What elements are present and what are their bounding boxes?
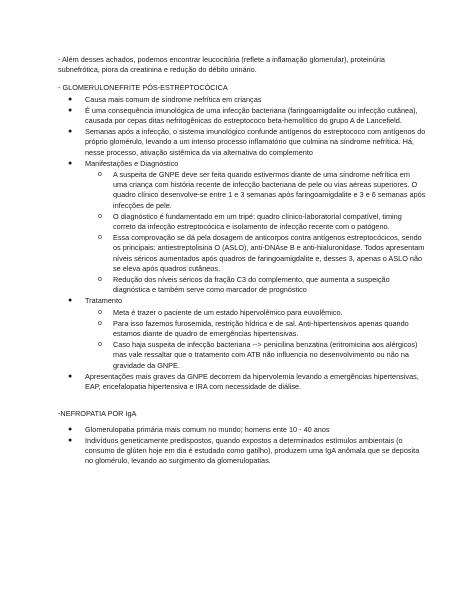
bullet-list bbox=[58, 95, 426, 393]
list-item bbox=[58, 127, 426, 158]
bullet-icon: ● bbox=[68, 436, 73, 444]
bullet-icon: ● bbox=[68, 297, 73, 305]
sub-bullet-icon: o bbox=[98, 276, 102, 284]
list-item bbox=[58, 159, 426, 169]
sub-bullet-icon: o bbox=[98, 212, 102, 220]
sub-bullet-icon: o bbox=[98, 341, 102, 349]
sub-list-item bbox=[58, 275, 426, 295]
list-item bbox=[58, 106, 426, 126]
bullet-icon: ● bbox=[68, 128, 73, 136]
sub-bullet-icon: o bbox=[98, 319, 102, 327]
sub-list-item-text: Para isso fazemos furosemida, restrição hídrica e de sal. Anti-hipertensivos apenas quando estamos diante de quadro de emergências hipertensivas. bbox=[113, 318, 409, 339]
list-item-text: Apresentações mais graves da GNPE decorrem da hipervolemia levando a emergências hipertensivas, EAP, encefalopatia hipertensiva e IRA com necessidade de diálise. bbox=[85, 371, 419, 392]
sub-bullet-icon: o bbox=[98, 171, 102, 179]
list-item bbox=[58, 436, 426, 467]
bullet-icon: ● bbox=[68, 106, 73, 114]
list-item-text: Causa mais comum de síndrome nefrítica em crianças bbox=[85, 94, 262, 104]
sub-list-item bbox=[58, 340, 426, 371]
sub-list-item bbox=[58, 308, 426, 318]
sub-list-item-text: Redução dos níveis séricos da fração C3 do complemento, que aumenta a suspeição diagnóstica e também serve como marcador de prognóstico bbox=[113, 275, 390, 295]
list-item bbox=[58, 95, 426, 105]
sub-list-item bbox=[58, 170, 426, 211]
intro-paragraph: - Além desses achados, podemos encontrar leucocitúria (reflete a inflamação glomerular), proteinúria subnefrótica, piora da creatinina e redução do débito urinário. bbox=[58, 55, 385, 75]
sub-list-item bbox=[58, 233, 426, 274]
sub-list-item-text: Caso haja suspeita de infecção bacteriana --> penicilina benzatina (eritromicina aos alérgicos) mas vale ressaltar que o tratamento com ATB não influencia no desenvolvimento ou não na gravidade da GNPE. bbox=[113, 340, 418, 370]
list-item-text: É uma consequência imunológica de uma infecção bacteriana (faringoamigdalite ou infecção cutânea), causada por cepas ditas nefritogênicas do estreptococo beta-hemolítico do grupo A de Lancefield. bbox=[85, 105, 418, 126]
sub-list-item-text: O diagnóstico é fundamentado em um tripé: quadro clínico-laboratorial compatível, timing correto da infecção estreptocócica e isolamento de infecção recente com o patógeno. bbox=[113, 211, 402, 232]
sub-list-item-text: A suspeita de GNPE deve ser feita quando estivermos diante de uma síndrome nefrítica em uma criança com história recente de infecção bacteriana de pele ou vias aéreas superiores. O quadro clínico desenvolve-se entre 1 e 3 semanas após faringoamigdalite e 3 e 6 semanas após infecções de pele. bbox=[113, 170, 426, 210]
bullet-icon: ● bbox=[68, 425, 73, 433]
sub-list-item-text: Essa comprovação se dá pela dosagem de anticorpos contra antígenos estreptocócicos, sendo os principais: antiestreptolisina O (ASLO), anti-DNAse B e anti-hialuronidase. Todos apresentam níveis séricos aumentados após quadros de faringoamigdalite e, desses 3, apenas o ASLO não se eleva após quadros cutâneos. bbox=[113, 233, 425, 273]
list-item-text: Semanas após a infecção, o sistema imunológico confunde antígenos do estreptococo com antígenos do próprio glomérulo, levando a um intenso processo inflamatório que culmina na síndrome nefrítica. Há, nesse processo, ativação sistêmica da via alternativa do complemento bbox=[85, 127, 426, 157]
list-item bbox=[58, 296, 426, 306]
list-item bbox=[58, 425, 426, 435]
sub-list-item bbox=[58, 212, 426, 232]
list-item-text: Glomerulopatia primária mais comum no mundo; homens ente 10 - 40 anos bbox=[85, 424, 330, 434]
sub-bullet-icon: o bbox=[98, 234, 102, 242]
section-heading: - GLOMERULONEFRITE PÓS-ESTREPTOCÓCICA bbox=[58, 83, 228, 93]
sub-bullet-icon: o bbox=[98, 308, 102, 316]
bullet-list bbox=[58, 425, 426, 467]
list-item-text: Indivíduos geneticamente predispostos, quando expostos a determinados estímulos ambientais (o consumo de glúten hoje em dia é estudado como gatilho), produzem uma IgA anômala que se deposita no glomérulo, levando ao surgimento da glomerulopatias. bbox=[85, 435, 420, 466]
sub-list-item-text: Meta é trazer o paciente de um estado hipervolêmico para euvolêmico. bbox=[113, 307, 343, 317]
bullet-icon: ● bbox=[68, 372, 73, 380]
list-item-text: Manifestações e Diagnóstico bbox=[85, 158, 179, 168]
sub-list-item bbox=[58, 319, 426, 339]
bullet-icon: ● bbox=[68, 159, 73, 167]
bullet-icon: ● bbox=[68, 95, 73, 103]
list-item-text: Tratamento bbox=[85, 296, 123, 306]
section-heading: -NEFROPATIA POR IgA bbox=[58, 409, 137, 419]
list-item bbox=[58, 372, 426, 392]
